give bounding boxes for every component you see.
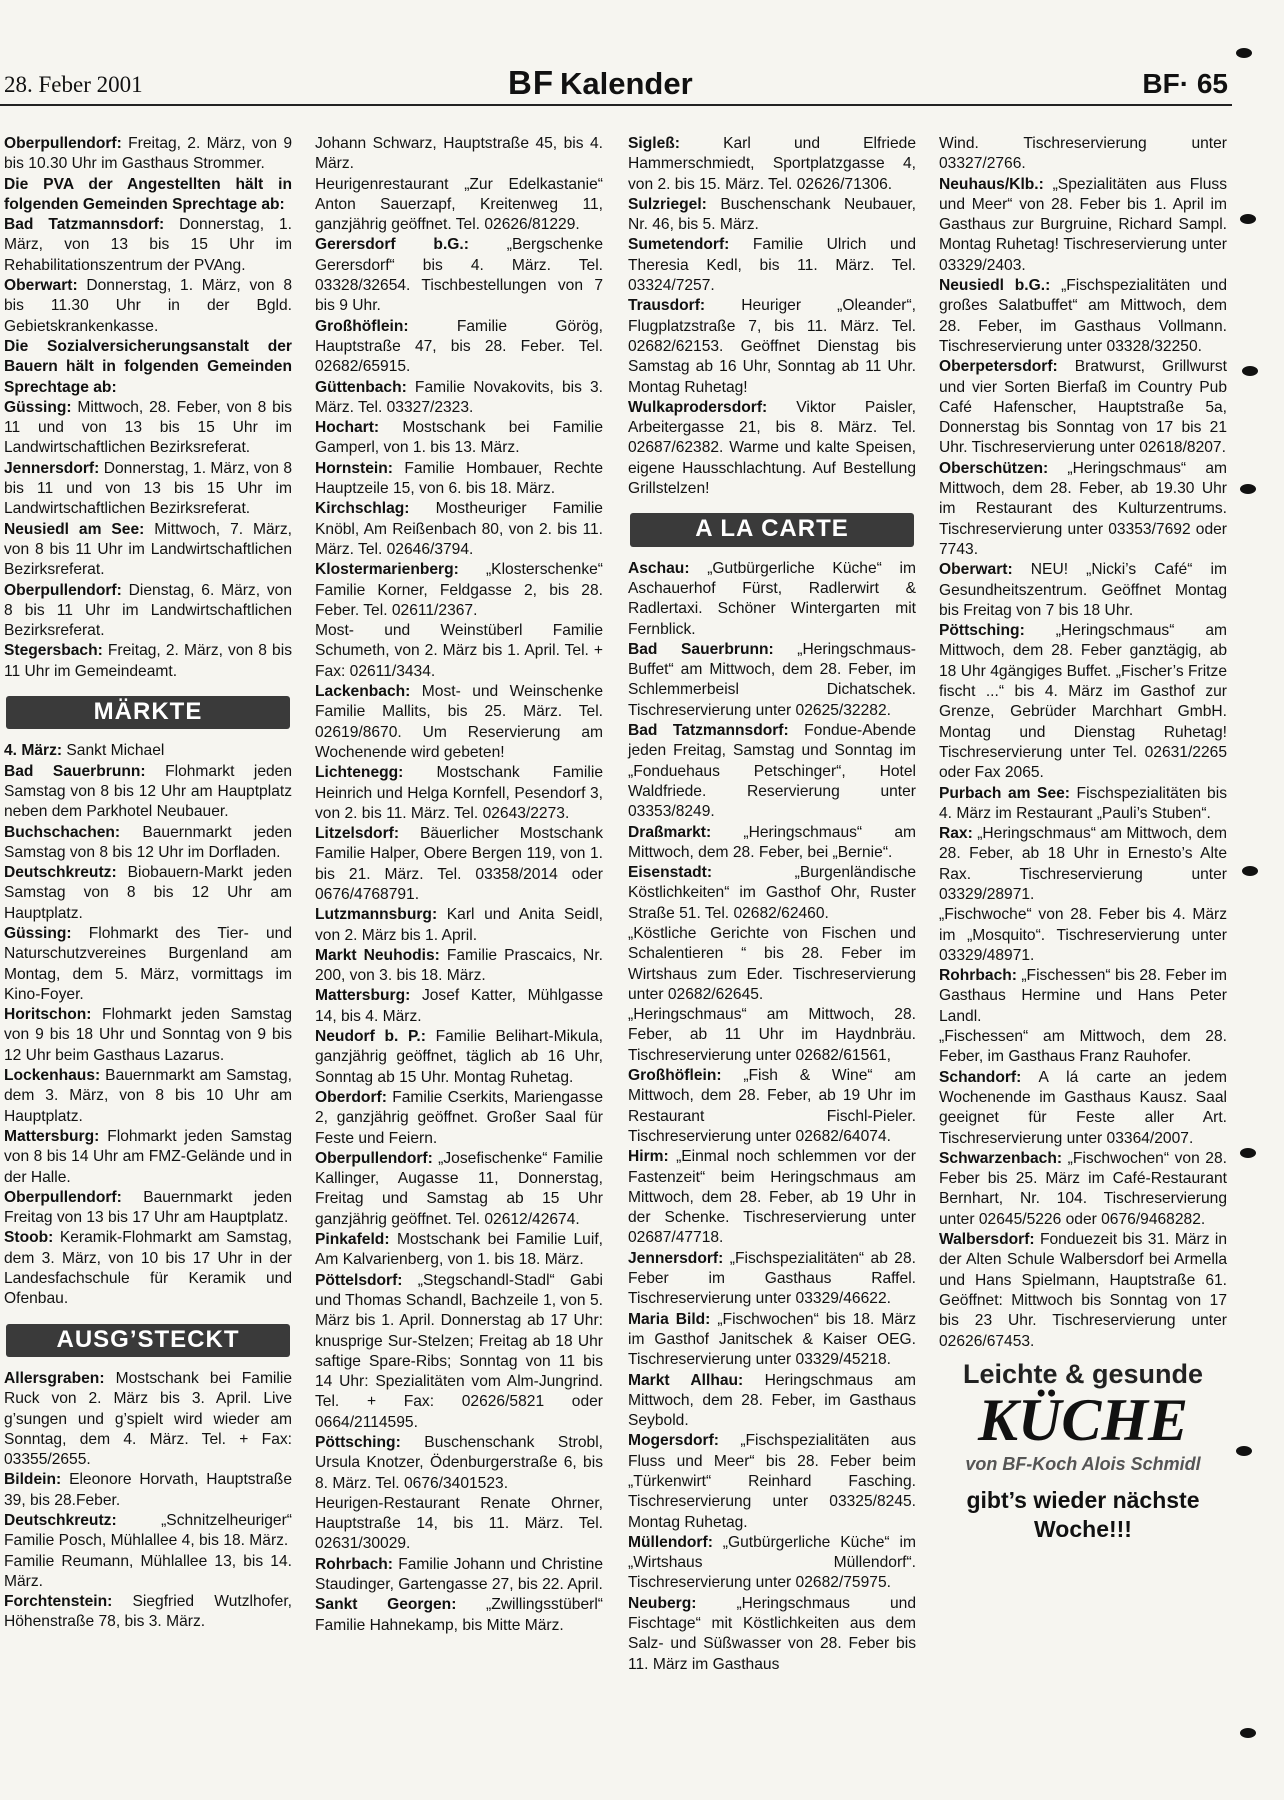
listing-entry: [315, 418, 603, 459]
entry-text: Wind. Tischreservierung unter 03327/2766.: [939, 135, 1227, 173]
entry-text: „Fischessen“ am Mittwoch, dem 28. Feber, im Gasthaus Franz Rauhofer.: [939, 1028, 1227, 1066]
listing-entry: [4, 741, 292, 761]
entry-text: Donnerstag, 1. März, von 13 bis 15 Uhr im Rehabilitationszentrum der PVAng.: [4, 216, 292, 274]
listing-entry: [315, 905, 603, 946]
entry-text: Fonduezeit bis 31. März in der Alten Schule Walbersdorf bei Armella und Hans Spielmann, Hauptstraße 61. Geöffnet: Mittwoch bis Sonntag von 17 bis 23 Uhr. Tischreservierung unter 02626/67453.: [939, 1231, 1227, 1350]
entry-location: Pöttsching:: [939, 622, 1025, 640]
listing-entry: [315, 682, 603, 763]
listing-entry: [4, 175, 292, 216]
listing-entry: [4, 1369, 292, 1470]
entry-location: Buchschachen:: [4, 823, 121, 841]
listing-entry: [315, 1271, 603, 1433]
listing-entry: [315, 1088, 603, 1149]
listing-entry: [939, 276, 1227, 357]
entry-location: Oberwart:: [4, 277, 78, 295]
entry-text: Buschenschank Neubauer, Nr. 46, bis 5. März.: [628, 195, 916, 234]
listing-entry: [4, 641, 292, 682]
entry-text: „Einmal noch schlemmen vor der Fastenzeit“ beim Heringschmaus am Mittwoch, dem 28. Feber, ab 19 Uhr in der Schenke. Tischreservierung unter 02687/47718.: [628, 1148, 916, 1247]
entry-text: Fondue-Abende jeden Freitag, Samstag und Sonntag im „Fonduehaus Petschinger“, Hotel Waldfriede. Reservierung unter 03353/8249.: [628, 722, 916, 821]
issue-date: 28. Feber 2001: [4, 72, 143, 97]
listing-entry: [4, 1066, 292, 1127]
listing-entry: [315, 1230, 603, 1271]
listing-entry: [628, 1371, 916, 1432]
entry-text: Familie Reumann, Mühlallee 13, bis 14. März.: [4, 1552, 292, 1590]
listing-entry: [939, 621, 1227, 783]
entry-text: Dienstag, 6. März, von 8 bis 11 Uhr im Landwirtschaftlichen Bezirksreferat.: [4, 581, 292, 640]
listing-entry: [939, 966, 1227, 1027]
entry-location: Mattersburg:: [4, 1127, 100, 1145]
entry-text: Flohmarkt jeden Samstag von 9 bis 18 Uhr und Sonntag von 9 bis 12 Uhr beim Gasthaus Lazarus.: [4, 1006, 292, 1064]
entry-text: Familie Belihart-Mikula, ganzjährig geöffnet, täglich ab 16 Uhr, Sonntag ab 15 Uhr. Montag Ruhetag.: [315, 1028, 603, 1086]
listing-entry: [4, 863, 292, 924]
listing-entry: [628, 1147, 916, 1248]
listing-entry: [4, 924, 292, 1005]
listing-entry: [315, 763, 603, 824]
entry-location: Oberdorf:: [315, 1088, 387, 1106]
entry-location: Hornstein:: [315, 459, 393, 477]
entry-text: „Fischspezialitäten aus Fluss und Meer“ bis 28. Feber beim „Türkenwirt“ Reinhard Fasching. Tischreservierung unter 03325/8245. Montag Ruhetag.: [628, 1432, 916, 1531]
listing-entry: [628, 559, 916, 640]
entry-location: Sigleß:: [628, 135, 680, 152]
entry-text: Mostheuriger Familie Knöbl, Am Reißenbach 80, von 2. bis 11. März. Tel. 02646/3794.: [315, 500, 603, 558]
entry-text: Familie Görög, Hauptstraße 47, bis 28. Feber. Tel. 02682/65915.: [315, 317, 603, 376]
listing-entry: [315, 175, 603, 236]
entry-location: Neuberg:: [628, 1594, 697, 1612]
entry-text: Biobauern-Markt jeden Samstag von 8 bis 12 Uhr am Hauptplatz.: [4, 864, 292, 922]
entry-text: „Fischwochen“ bis 18. März im Gasthof Janitschek & Kaiser OEG. Tischreservierung unter 03329/45218.: [628, 1310, 916, 1369]
entry-text: Bauernmarkt jeden Freitag von 13 bis 17 Uhr am Hauptplatz.: [4, 1188, 292, 1227]
entry-location: Neudorf b. P.:: [315, 1028, 426, 1046]
entry-text: NEU! „Nicki’s Café“ im Gesundheitszentrum. Geöffnet Montag bis Freitag von 7 bis 18 Uhr.: [939, 561, 1227, 619]
entry-text: Heuriger „Oleander“, Flugplatzstraße 7, bis 11. März. Tel. 02682/62153. Geöffnet Dienstag bis Samstag ab 16 Uhr, Sonntag ab 11 Uhr. Montag Ruhetag!: [628, 297, 916, 396]
entry-location: Lichtenegg:: [315, 764, 404, 782]
listing-entry: [315, 378, 603, 419]
section-heading: AUSG’STECKT: [6, 1324, 290, 1357]
entry-location: Lackenbach:: [315, 683, 411, 701]
listing-entry: [628, 1005, 916, 1066]
promo-byline: von BF-Koch Alois Schmidl: [965, 1454, 1201, 1475]
entry-location: Klostermarienberg:: [315, 561, 459, 579]
listing-entry: [4, 1127, 292, 1188]
section-title-text: Kalender: [560, 66, 693, 101]
listing-entry: [628, 235, 916, 296]
entry-text: „Fish & Wine“ am Mittwoch, dem 28. Feber, ab 19 Uhr im Restaurant Fischl-Pieler. Tischreservierung unter 02682/64074.: [628, 1067, 916, 1145]
entry-text: A lá carte an jedem Wochenende im Gasthaus Kausz. Saal geeignet für Feste aller Art. Tischreservierung unter 03364/2007.: [939, 1068, 1227, 1147]
entry-location: Neusiedl am See:: [4, 520, 145, 538]
entry-text: Flohmarkt jeden Samstag von 8 bis 12 Uhr am Hauptplatz neben dem Parkhotel Neubauer.: [4, 762, 293, 821]
entry-text: Familie Cserkits, Mariengasse 2, ganzjährig geöffnet. Großer Saal für Feste und Feiern.: [315, 1088, 603, 1147]
promo-footer: gibt’s wieder nächste Woche!!!: [966, 1487, 1200, 1543]
section-heading: MÄRKTE: [6, 696, 290, 729]
column-3: [628, 134, 916, 1675]
entry-location: Güssing:: [4, 924, 72, 942]
entry-location: Sulzriegel:: [628, 195, 707, 213]
entry-text: Mostschank bei Familie Gamperl, von 1. bis 13. März.: [315, 419, 603, 457]
listing-entry: [628, 1249, 916, 1310]
entry-text: „Heringschmaus“ am Mittwoch, dem 28. Feber ganztägig, ab 18 Uhr 4gängiges Buffet. „Fischer’s Fritze fischt ...“ bis 4. März im Gasthof zur Grenze, Gebrüder Marchhart GmbH. Montag und Dienstag Ruhetag! Tischreservierung unter Tel. 02631/2265 oder Fax 2065.: [939, 622, 1227, 782]
entry-location: Lockenhaus:: [4, 1067, 101, 1085]
entry-location: Walbersdorf:: [939, 1231, 1035, 1249]
entry-text: „Fischspezialitäten“ ab 28. Feber im Gasthaus Raffel. Tischreservierung unter 03329/46622.: [628, 1249, 916, 1308]
entry-text: Familie Ulrich und Theresia Kedl, bis 11. März. Tel. 03324/7257.: [628, 236, 916, 295]
entry-text: „Stegschandl-Stadl“ Gabi und Thomas Schandl, Bachzeile 1, von 5. März bis 1. April. Donnerstag ab 17 Uhr: knusprige Sur-Stelzen; Freitag ab 18 Uhr saftige Spare-Ribs; Sonntag von 11 bis 14 Uhr: Spezialitäten vom Alm-Jungrind. Tel. + Fax: 02626/5821 oder 0664/2114595.: [315, 1271, 603, 1431]
page-header: [0, 62, 1232, 106]
listing-entry: [939, 459, 1227, 560]
entry-location: Markt Allhau:: [628, 1371, 744, 1389]
listing-entry: [628, 1533, 916, 1594]
entry-text: Bauernmarkt am Samstag, dem 3. März, von 8 bis 10 Uhr am Hauptplatz.: [4, 1067, 292, 1125]
entry-text: „Gutbürgerliche Küche“ im „Wirtshaus Müllendorf“. Tischreservierung unter 02682/75975.: [628, 1533, 916, 1592]
entry-location: Sumetendorf:: [628, 236, 730, 254]
entry-text: „Schnitzelheuriger“ Familie Posch, Mühlallee 4, bis 18. März.: [4, 1512, 292, 1550]
entry-location: Rohrbach:: [315, 1555, 393, 1573]
entry-text: Familie Hombauer, Rechte Hauptzeile 15, von 6. bis 18. März.: [315, 459, 603, 498]
listing-entry: [4, 520, 292, 581]
entry-text: „Heringschmaus“ am Mittwoch, dem 28. Feber, ab 18 Uhr in Ernesto’s Alte Rax. Tischreservierung unter 03329/28971.: [939, 825, 1227, 903]
listing-entry: [315, 1149, 603, 1230]
entry-text: Flohmarkt jeden Samstag von 8 bis 14 Uhr am FMZ-Gelände und in der Halle.: [4, 1127, 292, 1186]
entry-location: Kirchschlag:: [315, 500, 410, 518]
section-heading: A LA CARTE: [630, 513, 914, 546]
entry-text: „Heringschmaus“ am Mittwoch, dem 28. Feber, ab 19.30 Uhr im Restaurant des Kulturzentrums. Tischreservierung unter 03353/7692 oder 7743.: [939, 459, 1227, 558]
entry-text: Heurigenrestaurant „Zur Edelkastanie“ Anton Sauerzapf, Kreitenweg 11, ganzjährig geöffnet. Tel. 02626/81229.: [315, 175, 603, 234]
entry-text: Mittwoch, 28. Feber, von 8 bis 11 und von 13 bis 15 Uhr im Landwirtschaftlichen Bezirksreferat.: [4, 398, 292, 457]
punch-hole-mark: [1236, 1446, 1252, 1456]
entry-text: Bauernmarkt jeden Samstag von 8 bis 12 Uhr im Dorfladen.: [4, 823, 292, 861]
listing-entry: [628, 134, 916, 195]
listing-entry: [4, 1470, 292, 1511]
entry-location: Oberschützen:: [939, 459, 1049, 477]
entry-text: Familie Prascaics, Nr. 200, von 3. bis 18. März.: [315, 946, 603, 985]
punch-hole-mark: [1240, 484, 1256, 494]
entry-text: „Bergschenke Gerersdorf“ bis 4. März. Tel. 03328/32654. Tischbestellungen von 7 bis 9 Uhr.: [315, 236, 603, 315]
entry-location: Bad Tatzmannsdorf:: [4, 216, 165, 234]
entry-text: Familie Johann und Christine Staudinger, Gartengasse 27, bis 22. April.: [315, 1555, 603, 1594]
listing-entry: [315, 317, 603, 378]
listing-entry: [315, 1027, 603, 1088]
listing-entry: [628, 1594, 916, 1675]
entry-location: Oberwart:: [939, 561, 1013, 579]
listing-entry: [939, 175, 1227, 276]
entry-location: Wulkaprodersdorf:: [628, 398, 768, 416]
entry-location: Großhöflein:: [628, 1067, 722, 1085]
listing-entry: [315, 621, 603, 682]
entry-text: Buschenschank Strobl, Ursula Knotzer, Ödenburgerstraße 6, bis 8. März. Tel. 0676/3401523.: [315, 1434, 603, 1492]
listing-entry: [315, 560, 603, 621]
listing-entry: [628, 721, 916, 822]
listing-entry: [939, 905, 1227, 966]
listing-entry: [4, 1228, 292, 1309]
entry-location: Oberpullendorf:: [4, 581, 122, 599]
entry-location: Bad Sauerbrunn:: [628, 640, 774, 658]
entry-location: Bad Tatzmannsdorf:: [628, 722, 789, 740]
entry-text: „Heringschmaus und Fischtage“ mit Köstlichkeiten aus dem Salz- und Süßwasser von 28. Feber bis 11. März im Gasthaus: [628, 1594, 916, 1673]
entry-text: „Fischwoche“ von 28. Feber bis 4. März im „Mosquito“. Tischreservierung unter 03329/48971.: [939, 906, 1227, 964]
entry-location: Draßmarkt:: [628, 823, 712, 841]
listing-entry: [4, 1005, 292, 1066]
entry-text: Fischspezialitäten bis 4. März im Restaurant „Pauli’s Stuben“.: [939, 784, 1227, 822]
entry-location: Gerersdorf b.G.:: [315, 236, 469, 254]
listing-entry: [939, 1149, 1227, 1230]
entry-text: Mostschank Familie Heinrich und Helga Kornfell, Pesendorf 3, von 2. bis 11. März. Tel. 02643/2273.: [315, 764, 603, 822]
column-4: [939, 134, 1227, 1544]
entry-text: Mostschank bei Familie Luif, Am Kalvarienberg, von 1. bis 18. März.: [315, 1231, 603, 1269]
entry-text: Bäuerlicher Mostschank Familie Halper, Obere Bergen 119, von 1. bis 21. März. Tel. 03358/2014 oder 0676/4768791.: [315, 825, 603, 903]
listing-entry: [315, 134, 603, 175]
listing-entry: [628, 195, 916, 236]
page-number: BF· 65: [1142, 68, 1228, 99]
listing-entry: [4, 581, 292, 642]
entry-location: Stegersbach:: [4, 642, 103, 660]
entry-location: Trausdorf:: [628, 297, 706, 315]
listing-entry: [939, 1027, 1227, 1068]
listing-entry: [315, 235, 603, 316]
entry-location: Oberpetersdorf:: [939, 358, 1058, 376]
entry-text: Heurigen-Restaurant Renate Ohrner, Hauptstraße 14, bis 11. März. Tel. 02631/30029.: [315, 1494, 603, 1553]
entry-location: Sankt Georgen:: [315, 1596, 457, 1614]
entry-text: Keramik-Flohmarkt am Samstag, dem 3. März, von 10 bis 17 Uhr in der Landesfachschule für Keramik und Ofenbau.: [4, 1229, 292, 1308]
listing-entry: [628, 640, 916, 721]
entry-text: Josef Katter, Mühlgasse 14, bis 4. März.: [315, 987, 603, 1025]
entry-location: Neuhaus/Klb.:: [939, 175, 1044, 193]
entry-text: „Fischwochen“ von 28. Feber bis 25. März im Café-Restaurant Bernhart, Nr. 104. Tischreservierung unter 02645/5226 oder 0676/9468282.: [939, 1149, 1227, 1228]
entry-text: „Klosterschenke“ Familie Korner, Feldgasse 2, bis 28. Feber. Tel. 02611/2367.: [315, 561, 603, 619]
entry-text: „Heringschmaus“ am Mittwoch, dem 28. Feber, bei „Bernie“.: [628, 823, 916, 861]
entry-text: „Burgenländische Köstlichkeiten“ im Gasthof Ohr, Ruster Straße 51. Tel. 02682/62460.: [628, 864, 916, 922]
entry-location: Schwarzenbach:: [939, 1149, 1063, 1167]
listing-entry: [315, 499, 603, 560]
entry-location: Aschau:: [628, 559, 690, 577]
entry-text: Mittwoch, 7. März, von 8 bis 11 Uhr im Landwirtschaftlichen Bezirksreferat.: [4, 520, 292, 579]
punch-hole-mark: [1236, 48, 1252, 58]
listing-entry: [939, 824, 1227, 905]
entry-text: Karl und Elfriede Hammerschmiedt, Sportplatzgasse 4, von 2. bis 15. März. Tel. 02626/71306.: [628, 135, 916, 193]
entry-location: Bildein:: [4, 1471, 62, 1489]
listing-entry: [4, 1511, 292, 1552]
entry-location: Eisenstadt:: [628, 864, 713, 882]
entry-location: Mattersburg:: [315, 987, 411, 1005]
punch-hole-mark: [1242, 866, 1258, 876]
entry-text: Heringschmaus am Mittwoch, dem 28. Feber, im Gasthaus Seybold.: [628, 1371, 916, 1430]
listing-entry: [939, 1230, 1227, 1352]
listing-entry: [939, 560, 1227, 621]
listing-entry: [4, 1188, 292, 1229]
entry-text: „Heringschmaus“ am Mittwoch, 28. Feber, ab 11 Uhr im Haydnbräu. Tischreservierung unter 02682/61561,: [628, 1006, 916, 1064]
entry-location: Maria Bild:: [628, 1310, 711, 1328]
entry-location: Horitschon:: [4, 1006, 92, 1024]
listing-entry: [4, 215, 292, 276]
listing-entry: [628, 1310, 916, 1371]
entry-text: Most- und Weinstüberl Familie Schumeth, von 2. März bis 1. April. Tel. + Fax: 02611/3434.: [315, 622, 603, 680]
listing-entry: [4, 1552, 292, 1593]
entry-location: Oberpullendorf:: [4, 1188, 122, 1206]
entry-text: Eleonore Horvath, Hauptstraße 39, bis 28.Feber.: [4, 1471, 292, 1509]
entry-location: Die PVA der Angestellten hält in folgenden Gemeinden Sprechtage ab:: [4, 175, 292, 213]
entry-text: Freitag, 2. März, von 9 bis 10.30 Uhr im Gasthaus Strommer.: [4, 135, 292, 173]
entry-text: „Josefischenke“ Familie Kallinger, Augasse 11, Donnerstag, Freitag und Samstag ab 15 Uhr ganzjährig geöffnet. Tel. 02612/42674.: [315, 1149, 603, 1228]
entry-location: Oberpullendorf:: [4, 135, 122, 152]
bf-logo: BF: [508, 64, 554, 101]
listing-entry: [4, 459, 292, 520]
listing-entry: [315, 459, 603, 500]
listing-entry: [628, 296, 916, 397]
entry-text: „Köstliche Gerichte von Fischen und Schalentieren “ bis 28. Feber im Wirtshaus zum Eder. Tischreservierung unter 02682/62645.: [628, 924, 916, 1003]
listing-entry: [315, 1555, 603, 1596]
entry-text: Donnerstag, 1. März, von 8 bis 11.30 Uhr in der Bgld. Gebietskrankenkasse.: [4, 277, 292, 335]
column-2: [315, 134, 603, 1636]
punch-hole-mark: [1240, 1728, 1256, 1738]
entry-location: Deutschkreutz:: [4, 864, 117, 882]
entry-text: Mostschank bei Familie Ruck von 2. März bis 3. April. Live g’sungen und g’spielt wird wieder am Sonntag, dem 4. März. Tel. + Fax: 03355/2655.: [4, 1369, 292, 1469]
entry-text: Sankt Michael: [62, 742, 165, 760]
listing-entry: [315, 1494, 603, 1555]
entry-location: Purbach am See:: [939, 784, 1070, 802]
listing-entry: [4, 337, 292, 398]
listing-entry: [939, 134, 1227, 175]
entry-text: Familie Novakovits, bis 3. März. Tel. 03327/2323.: [315, 378, 603, 416]
listing-entry: [628, 924, 916, 1005]
listing-entry: [315, 1595, 603, 1636]
entry-text: Karl und Anita Seidl, von 2. März bis 1. April.: [315, 906, 603, 944]
listing-entry: [628, 398, 916, 499]
listing-entry: [4, 398, 292, 459]
listing-entry: [939, 784, 1227, 825]
entry-location: Müllendorf:: [628, 1533, 713, 1551]
listing-entry: [315, 986, 603, 1027]
entry-text: „Zwillingsstüberl“ Familie Hahnekamp, bis Mitte März.: [315, 1596, 604, 1634]
entry-location: Jennersdorf:: [4, 459, 100, 477]
entry-text: „Fischspezialitäten und großes Salatbuffet“ am Mittwoch, dem 28. Feber, im Gasthaus Vollmann. Tischreservierung unter 03328/32250.: [939, 277, 1228, 355]
listing-entry: [939, 357, 1227, 458]
entry-location: Pinkafeld:: [315, 1231, 390, 1249]
listing-entry: [628, 823, 916, 864]
listing-entry: [939, 1068, 1227, 1149]
entry-text: Siegfried Wutzlhofer, Höhenstraße 78, bis 3. März.: [4, 1593, 292, 1631]
entry-location: Mogersdorf:: [628, 1432, 719, 1450]
entry-location: Lutzmannsburg:: [315, 906, 438, 924]
listing-entry: [4, 134, 292, 175]
entry-location: Stoob:: [4, 1229, 54, 1247]
entry-location: Die Sozialversicherungsanstalt der Bauern hält in folgenden Gemeinden Sprechtage ab:: [4, 337, 292, 396]
section-title: [508, 64, 693, 102]
entry-location: Großhöflein:: [315, 317, 409, 335]
entry-text: „Fischessen“ bis 28. Feber im Gasthaus Hermine und Hans Peter Landl.: [939, 967, 1227, 1025]
entry-location: Litzelsdorf:: [315, 825, 400, 843]
listing-entry: [315, 1433, 603, 1494]
entry-location: Deutschkreutz:: [4, 1512, 117, 1529]
listing-entry: [4, 1592, 292, 1633]
entry-location: Pöttsching:: [315, 1434, 401, 1451]
entry-text: Viktor Paisler, Arbeitergasse 21, bis 8. März. Tel. 02687/62382. Warme und kalte Speisen, eigene Hausschlachtung. Auf Bestellung Grillstelzen!: [628, 398, 916, 498]
entry-text: „Spezialitäten aus Fluss und Meer“ von 28. Feber bis 1. April im Gasthaus zur Burgruine, Richard Sampl. Montag Ruhetag! Tischreservierung unter 03329/2403.: [939, 175, 1227, 274]
entry-location: Allersgraben:: [4, 1369, 105, 1387]
entry-location: Güttenbach:: [315, 378, 407, 396]
entry-location: Rohrbach:: [939, 967, 1017, 985]
listing-entry: [4, 823, 292, 864]
entry-text: Bratwurst, Grillwurst und vier Sorten Bierfaß im Country Pub Café Hafenscher, Hauptstraße 5a, Donnerstag bis Sonntag von 17 bis 21 Uhr. Tischreservierung unter 02618/8207.: [939, 358, 1227, 457]
listing-entry: [628, 1431, 916, 1532]
promo-line-1: Leichte & gesunde: [962, 1358, 1204, 1389]
entry-text: Freitag, 2. März, von 8 bis 11 Uhr im Gemeindeamt.: [4, 642, 292, 680]
listing-entry: [4, 276, 292, 337]
entry-location: Güssing:: [4, 398, 72, 416]
column-1: [4, 134, 292, 1633]
punch-hole-mark: [1242, 366, 1258, 376]
entry-text: Johann Schwarz, Hauptstraße 45, bis 4. März.: [315, 135, 603, 173]
punch-hole-mark: [1240, 214, 1256, 224]
entry-location: Schandorf:: [939, 1068, 1022, 1086]
punch-hole-mark: [1240, 1148, 1256, 1158]
entry-text: Most- und Weinschenke Familie Mallits, bis 25. März. Tel. 02619/8670. Um Reservierung am Wochenende wird gebeten!: [315, 683, 603, 761]
promo-headline: KÜCHE: [977, 1387, 1189, 1454]
entry-location: Hirm:: [628, 1148, 669, 1166]
listing-entry: [315, 946, 603, 987]
entry-location: Bad Sauerbrunn:: [4, 762, 146, 780]
entry-location: Jennersdorf:: [628, 1249, 724, 1267]
entry-location: Hochart:: [315, 419, 380, 437]
entry-text: „Heringschmaus-Buffet“ am Mittwoch, dem 28. Feber, im Schlemmerbeisl Dichatschek. Tischreservierung unter 02625/32282.: [628, 640, 916, 719]
entry-text: „Gutbürgerliche Küche“ im Aschauerhof Fürst, Radlerwirt & Radlertaxi. Schöner Wintergarten mit Fernblick.: [628, 559, 916, 638]
entry-location: 4. März:: [4, 742, 63, 760]
entry-location: Pöttelsdorf:: [315, 1271, 403, 1289]
entry-text: Flohmarkt des Tier- und Naturschutzvereines Burgenland am Montag, dem 5. März, vormittags im Kino-Foyer.: [4, 924, 292, 1003]
listing-entry: [4, 762, 292, 823]
entry-location: Rax:: [939, 825, 973, 843]
listing-entry: [628, 863, 916, 924]
entry-location: Forchtenstein:: [4, 1593, 113, 1611]
listing-entry: [628, 1066, 916, 1147]
entry-text: Donnerstag, 1. März, von 8 bis 11 und von 13 bis 15 Uhr im Landwirtschaftlichen Bezirksreferat.: [4, 459, 292, 518]
promo-box: [939, 1358, 1227, 1545]
listing-entry: [315, 824, 603, 905]
entry-location: Oberpullendorf:: [315, 1149, 433, 1167]
entry-location: Neusiedl b.G.:: [939, 277, 1051, 295]
entry-location: Markt Neuhodis:: [315, 946, 440, 964]
